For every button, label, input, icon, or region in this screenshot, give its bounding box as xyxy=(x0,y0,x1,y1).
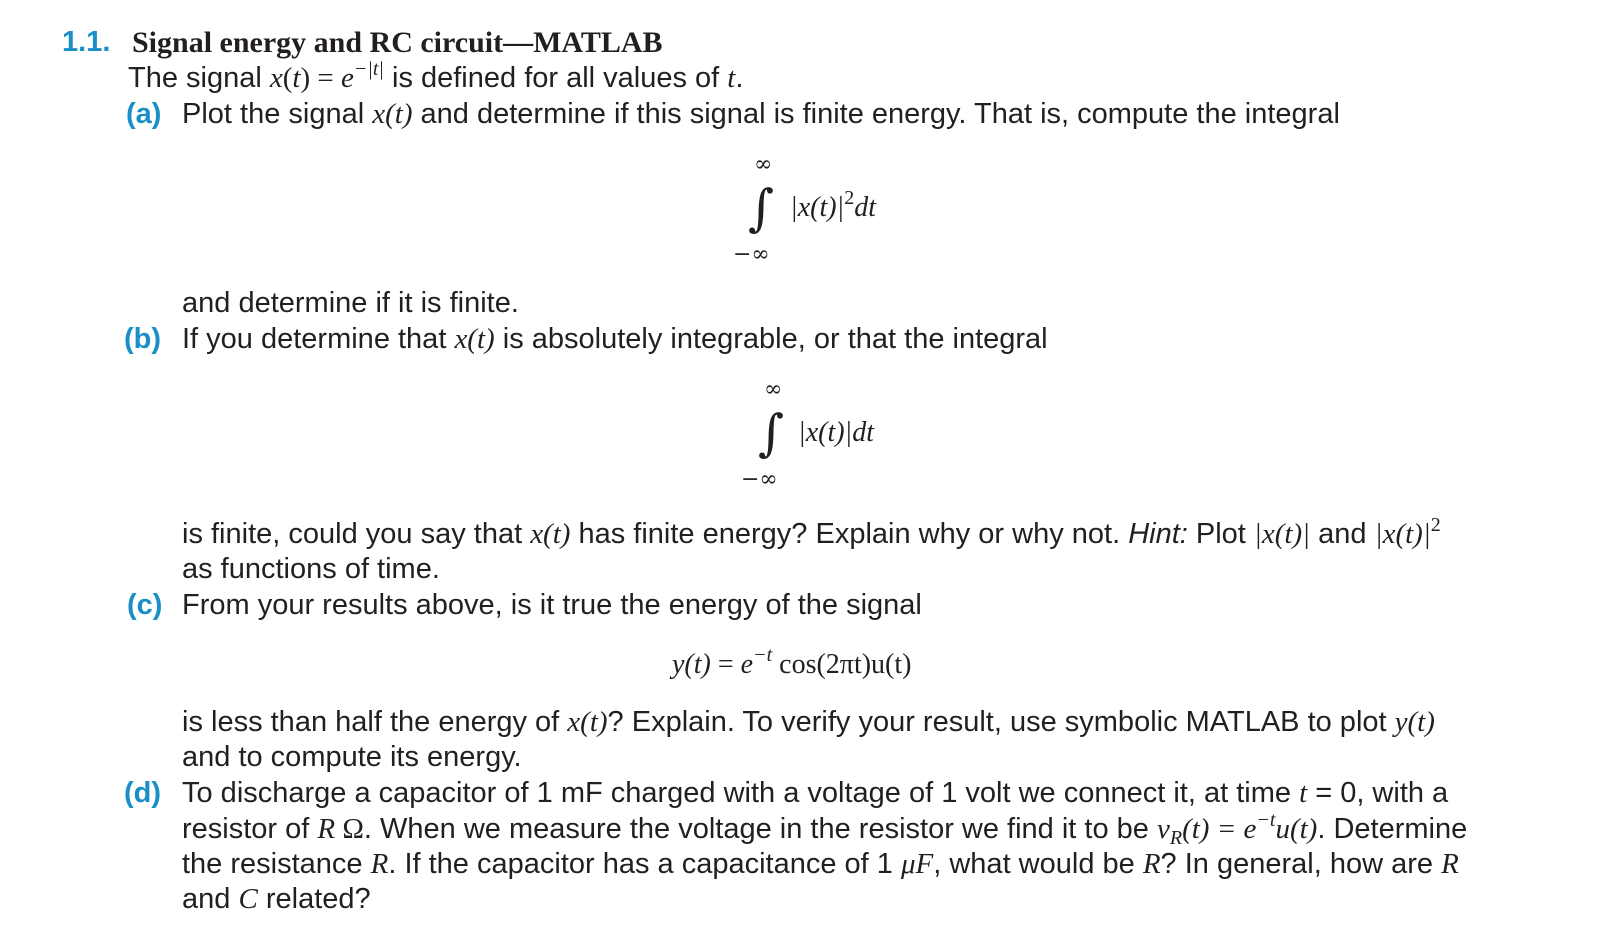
integrand: $|x(t)|^2dt$ xyxy=(790,187,877,223)
part-a-text: Plot the signal x(t) and determine if this signal is finite energy. That is, compute the integral xyxy=(182,98,1340,130)
part-a-after: and determine if it is finite. xyxy=(182,287,519,319)
equation-y: $y(t) = e^{-t}$ cos(2πt)u(t) xyxy=(672,644,912,680)
part-c-label: (c) xyxy=(127,589,163,621)
problem-number: 1.1. xyxy=(62,26,111,58)
integral-upper-limit: ∞ xyxy=(764,377,783,402)
part-c-after-1: is less than half the energy of x(t)? Explain. To verify your result, use symbolic MATLAB to plot y(t) xyxy=(182,706,1435,738)
part-b-text: If you determine that x(t) is absolutely integrable, or that the integral xyxy=(182,323,1048,355)
part-d-label: (d) xyxy=(124,777,162,809)
part-d-line-2: resistor of R Ω. When we measure the voltage in the resistor we find it to be $v_R(t) = e^{-t}u(t)$. Determine xyxy=(182,809,1468,849)
exponent: −|t| xyxy=(353,58,384,80)
integral-sign: ∫ xyxy=(748,179,775,237)
part-d-line-3: the resistance R. If the capacitor has a capacitance of 1 μF, what would be R? In general, how are R xyxy=(182,848,1459,880)
math-x: x xyxy=(269,62,283,94)
part-d-line-1: To discharge a capacitor of 1 mF charged with a voltage of 1 volt we connect it, at time t = 0, with a xyxy=(182,777,1449,809)
integral-lower-limit: −∞ xyxy=(733,242,770,267)
intro-line: The signal $x(t) = e^{-|t|}$ is defined for all values of t. xyxy=(128,58,744,94)
part-a-label: (a) xyxy=(126,98,162,130)
hint-label: Hint: xyxy=(1128,518,1188,550)
part-b-after-1: is finite, could you say that x(t) has finite energy? Explain why or why not. Hint: Plot |x(t)| and $|x(t)|^2$ xyxy=(182,514,1441,550)
integral-upper-limit: ∞ xyxy=(754,152,773,177)
part-c-text: From your results above, is it true the energy of the signal xyxy=(182,589,922,621)
problem-title: Signal energy and RC circuit—MATLAB xyxy=(132,26,663,59)
integral-lower-limit: −∞ xyxy=(741,467,778,492)
part-b-after-2: as functions of time. xyxy=(182,553,440,585)
integrand: |x(t)|dt xyxy=(798,417,875,448)
part-b-label: (b) xyxy=(124,323,162,355)
part-d-line-4: and C related? xyxy=(182,883,371,915)
integral-sign: ∫ xyxy=(758,404,785,462)
part-c-after-2: and to compute its energy. xyxy=(182,741,522,773)
